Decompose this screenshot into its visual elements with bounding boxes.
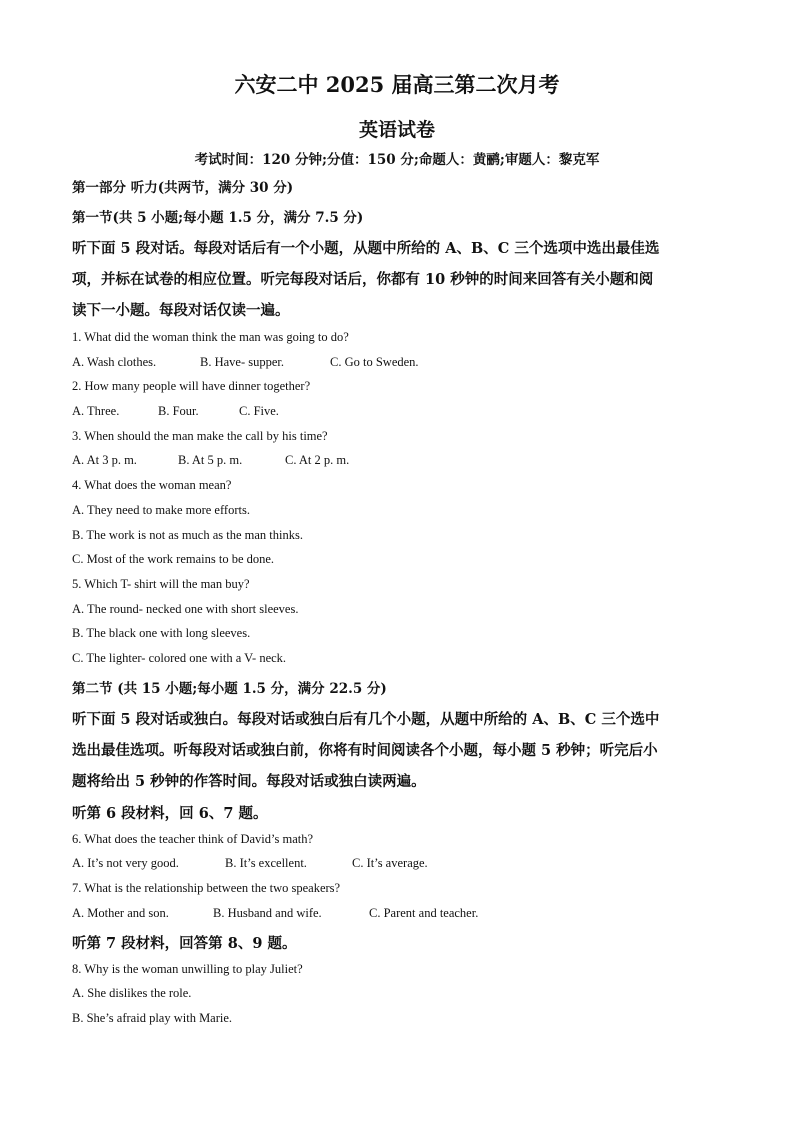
exam-title: 六安二中 2025 届高三第二次月考 — [234, 72, 560, 97]
question-5-option-b: B. The black one with long sleeves. — [72, 626, 251, 640]
option-a: A. Mother and son. — [72, 906, 169, 920]
question-8: 8. Why is the woman unwilling to play Juliet? — [72, 962, 303, 976]
section1-instruction-line: 读下一小题。每段对话仅读一遍。 — [72, 302, 290, 319]
material-6-heading: 听第 6 段材料，回 6、7 题。 — [72, 805, 268, 822]
option-b: B. Four. — [158, 404, 199, 418]
section1-instruction-line: 听下面 5 段对话。每段对话后有一个小题，从题中所给的 A、B、C 三个选项中选出最佳选 — [72, 240, 660, 257]
question-2-options — [72, 404, 279, 419]
section1-instruction-line: 项，并标在试卷的相应位置。听完每段对话后，你都有 10 秒钟的时间来回答有关小题和阅 — [72, 271, 654, 288]
option-a: A. Wash clothes. — [72, 355, 157, 369]
option-c: C. It’s average. — [352, 856, 428, 870]
part1-heading: 第一部分 听力(共两节，满分 30 分) — [72, 180, 294, 196]
question-3-options — [72, 453, 349, 468]
question-3: 3. When should the man make the call by his time? — [72, 429, 328, 443]
material-7-heading: 听第 7 段材料，回答第 8、9 题。 — [72, 935, 297, 952]
option-a: A. Three. — [72, 404, 120, 418]
option-b: B. Husband and wife. — [213, 906, 322, 920]
section1-heading: 第一节(共 5 小题;每小题 1.5 分，满分 7.5 分) — [72, 210, 364, 226]
question-1: 1. What did the woman think the man was going to do? — [72, 330, 349, 344]
option-c: C. At 2 p. m. — [285, 453, 350, 467]
option-c: C. Go to Sweden. — [330, 355, 419, 369]
question-6: 6. What does the teacher think of David’s math? — [72, 832, 314, 846]
question-5: 5. Which T- shirt will the man buy? — [72, 577, 250, 591]
question-4-option-c: C. Most of the work remains to be done. — [72, 552, 275, 566]
option-a: A. At 3 p. m. — [72, 453, 137, 467]
question-6-options — [72, 856, 428, 871]
question-5-option-c: C. The lighter- colored one with a V- neck. — [72, 651, 287, 665]
option-a: A. It’s not very good. — [72, 856, 179, 870]
question-4-option-a: A. They need to make more efforts. — [72, 503, 250, 517]
section2-heading: 第二节 (共 15 小题;每小题 1.5 分，满分 22.5 分) — [72, 681, 387, 697]
question-8-option-a: A. She dislikes the role. — [72, 986, 192, 1000]
option-b: B. Have- supper. — [200, 355, 285, 369]
question-4: 4. What does the woman mean? — [72, 478, 232, 492]
option-c: C. Parent and teacher. — [369, 906, 479, 920]
section2-instruction-line: 听下面 5 段对话或独白。每段对话或独白后有几个小题，从题中所给的 A、B、C 三个选中 — [72, 711, 660, 728]
question-4-option-b: B. The work is not as much as the man thinks. — [72, 528, 303, 542]
question-2: 2. How many people will have dinner together? — [72, 379, 311, 393]
exam-info: 考试时间：120 分钟;分值：150 分;命题人：黄鹂;审题人：黎克军 — [194, 152, 600, 168]
section2-instruction-line: 题将给出 5 秒钟的作答时间。每段对话或独白读两遍。 — [72, 773, 426, 790]
question-7-options — [72, 906, 478, 921]
section2-instruction-line: 选出最佳选项。听每段对话或独白前，你将有时间阅读各个小题，每小题 5 秒钟；听完后小 — [72, 742, 658, 759]
exam-subtitle: 英语试卷 — [358, 119, 435, 141]
question-5-option-a: A. The round- necked one with short sleeves. — [72, 602, 299, 616]
question-1-options — [72, 355, 419, 370]
option-b: B. At 5 p. m. — [178, 453, 243, 467]
question-7: 7. What is the relationship between the two speakers? — [72, 881, 341, 895]
question-8-option-b: B. She’s afraid play with Marie. — [72, 1011, 233, 1025]
option-b: B. It’s excellent. — [225, 856, 307, 870]
option-c: C. Five. — [239, 404, 279, 418]
